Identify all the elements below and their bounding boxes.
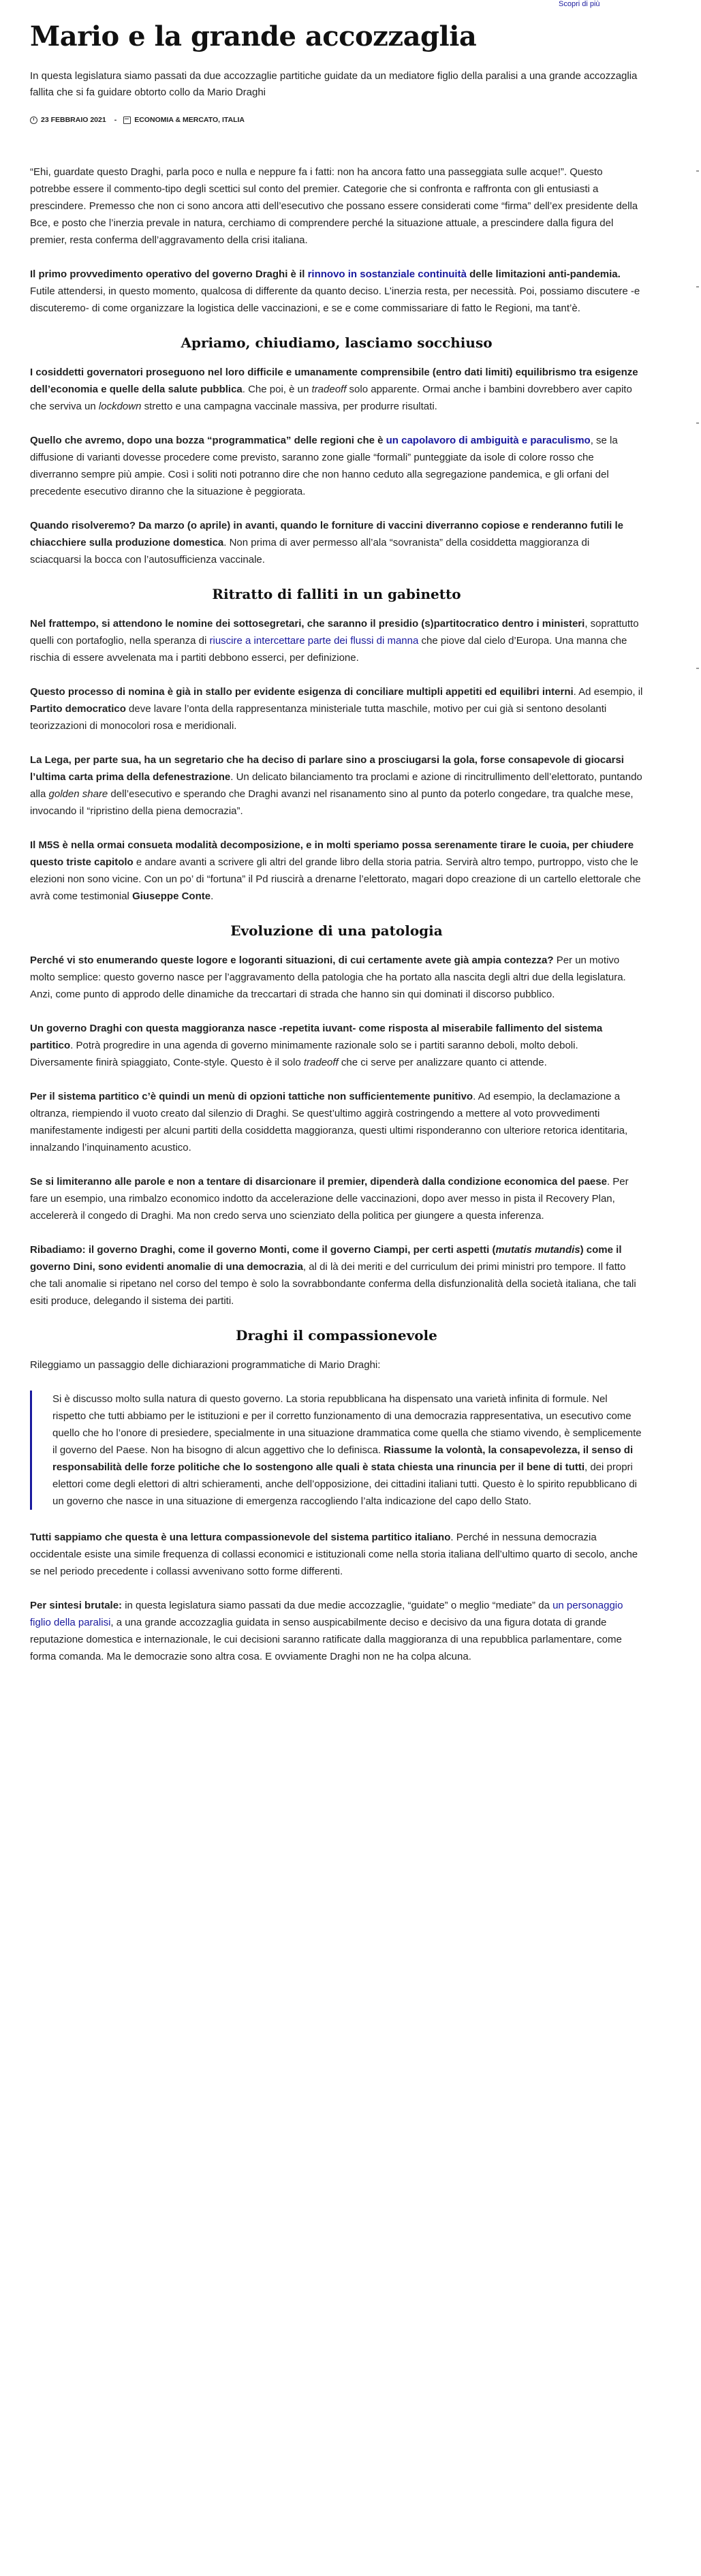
section-heading: Draghi il compassionevole — [236, 1327, 437, 1344]
section-heading: Ritratto di falliti in un gabinetto — [212, 586, 461, 602]
article — [30, 19, 643, 1682]
inline-link[interactable]: rinnovo in sostanziale continuità — [307, 268, 467, 280]
paragraph: Tutti sappiamo che questa è una lettura compassionevole del sistema partitico italiano. Perché in nessuna democrazia occidentale esiste una simile frequenza di collassi economici e istituzionali come nella storia italiana dell’ultimo quarto di secolo, anche se nel periodo precedente i collassi avvenivano sotto forme differenti. — [30, 1532, 638, 1577]
scroll-mark — [696, 422, 699, 424]
paragraph: “Ehi, guardate questo Draghi, parla poco e nulla e neppure fa i fatti: non ha ancora fatto una passeggiata sulle acque!”. Questo potrebbe essere il commento-tipo degli scettici sul conto del premier. Categorie che si confronta e raffronta con gli entusiasti a prescindere. Premesso che non ci sono ancora atti dell’esecutivo che possano essere considerati come “firma” dell’ex presidente della Bce, e posto che l’inerzia prevale in natura, cerchiamo di comprendere perché la situazione attuale, a prescindere dalla figura del premier, resta conferma dell’aggravamento della crisi italiana. — [30, 166, 638, 246]
inline-link[interactable]: riuscire a intercettare parte dei flussi di manna — [209, 635, 419, 647]
paragraph: Quando risolveremo? Da marzo (o aprile) in avanti, quando le forniture di vaccini diverranno copiose e renderanno futili le chiacchiere sulla produzione domestica. Non prima di aver permesso all’ala “sovranista” della cosiddetta maggioranza di sciacquarsi la bocca con l’autosufficienza vaccinale. — [30, 520, 624, 565]
paragraph: Rileggiamo un passaggio delle dichiarazioni programmatiche di Mario Draghi: — [30, 1359, 381, 1371]
paragraph: Il primo provvedimento operativo del governo Draghi è il rinnovo in sostanziale continuità delle limitazioni anti-pandemia. Futile attendersi, in questo momento, qualcosa di differente da quanto deciso. L’inerzia resta, per necessità. Poi, possiamo discutere -e discuteremo- di come organizzare la logistica delle vaccinazioni, e se e come commissariare di fatto le Regioni, ma tant’è. — [30, 268, 640, 314]
paragraph: Per il sistema partitico c’è quindi un menù di opzioni tattiche non sufficientemente punitivo. Ad esempio, la declamazione a oltranza, riempiendo il vuoto creato dal silenzio di Draghi. Se quest’ultimo aggirà costringendo a mettere al voto provvedimenti manifestamente indigesti per alcuni partiti della cosiddetta maggioranza, questi ultimi risponderanno con ulteriore retorica identitaria, innalzando l’inquinamento acustico. — [30, 1091, 628, 1153]
blockquote — [30, 1391, 643, 1510]
scroll-mark — [696, 286, 699, 288]
inline-link[interactable]: un personaggio figlio della paralisi — [30, 1600, 623, 1628]
section-heading: Evoluzione di una patologia — [230, 922, 443, 939]
paragraph: Quello che avremo, dopo una bozza “programmatica” delle regioni che è un capolavoro di ambiguità e paraculismo, se la diffusione di varianti dovesse procedere come previsto, saranno zone gialle “formali” punteggiate da isole di colore rosso che diverranno sempre più ampie. Così i soliti noti potranno dire che non hanno ceduto alla segregazione pandemica, e gli orfani del precedente esecutivo diranno che la situazione è peggiorata. — [30, 435, 618, 497]
top-link[interactable]: Scopri di più — [559, 0, 600, 8]
paragraph: I cosiddetti governatori proseguono nel loro difficile e umanamente comprensibile (entro dati limiti) equilibrismo tra esigenze dell’economia e quelle della salute pubblica. Che poi, è un tradeoff solo apparente. Ormai anche i bambini dovrebbero aver capito che serviva un lockdown stretto e una campagna vaccinale massiva, per produrre risultati. — [30, 367, 638, 412]
article-title: Mario e la grande accozzaglia — [30, 20, 477, 52]
paragraph: Un governo Draghi con questa maggioranza nasce -repetita iuvant- come risposta al miserabile fallimento del sistema partitico. Potrà progredire in una agenda di governo minimamente razionale solo se i partiti saranno deboli, molto deboli. Diversamente finirà spiaggiato, Conte-style. Questo è il solo tradeoff che ci serve per analizzare quanto ci attende. — [30, 1023, 603, 1068]
quote-text: Si è discusso molto sulla natura di questo governo. La storia repubblicana ha dispensato una varietà infinita di formule. Nel rispetto che tutti abbiamo per le istituzioni e per il corretto funzionamento di una democrazia rappresentativa, un esecutivo come quello che ho l’onore di presiedere, specialmente in una situazione drammatica come quella che stiamo vivendo, è semplicemente il governo del Paese. Non ha bisogno di alcun aggettivo che lo definisca. Riassume la volontà, la consapevolezza, il senso di responsabilità delle forze politiche che lo sostengono alle quali è stata chiesta una rinuncia per il bene di tutti, dei propri elettori come degli elettori di altri schieramenti, anche dell’opposizione, dei cittadini italiani tutti. Questo è lo spirito repubblicano di un governo che nasce in una situazione di emergenza raccogliendo l’alta indicazione del capo dello Stato. — [52, 1393, 642, 1507]
inline-link[interactable]: un capolavoro di ambiguità e paraculismo — [386, 435, 591, 446]
article-lead: In questa legislatura siamo passati da due accozzaglie partitiche guidate da un mediatore figlio della paralisi a una grande accozzaglia fallita che si fa guidare obtorto collo da Mario Draghi — [30, 70, 638, 98]
meta-separator: - — [114, 116, 117, 124]
paragraph: Per sintesi brutale: in questa legislatura siamo passati da due medie accozzaglie, “guidate” o meglio “mediate” da un personaggio figlio della paralisi, a una grande accozzaglia guidata in senso auspicabilmente deciso e decisivo da una figura dotata di grande reputazione domestica e internazionale, le cui decisioni saranno ratificate dalla maggioranza di una repubblica parlamentare, come forma comanda. Ma le democrazie sono altra cosa. E ovviamente Draghi non ne ha colpa alcuna. — [30, 1600, 623, 1662]
paragraph: Questo processo di nomina è già in stallo per evidente esigenza di conciliare multipli appetiti ed equilibri interni. Ad esempio, il Partito democratico deve lavare l’onta della rappresentanza ministeriale tutta maschile, motivo per cui già si sentono desolanti teorizzazioni di monocolori rosa e meridionali. — [30, 686, 643, 732]
paragraph: Il M5S è nella ormai consueta modalità decomposizione, e in molti speriamo possa serenamente tirare le cuoia, per chiudere questo triste capitolo e andare avanti a scrivere gli altri del grande libro della storia patria. Servirà altro tempo, purtroppo, visto che le elezioni non sono vicine. Con un po’ di “fortuna” il Pd riuscirà a drenarne l’elettorato, magari dopo creazione di un cartello elettorale che avrà come testimonial Giuseppe Conte. — [30, 839, 641, 902]
paragraph: Se si limiteranno alle parole e non a tentare di disarcionare il premier, dipenderà dalla condizione economica del paese. Per fare un esempio, una rimbalzo economico indotto da accelerazione delle vaccinazioni, dopo aver messo in pista il Recovery Plan, accelererà il congedo di Draghi. Ma non credo serva uno scienziato della politica per giungere a questa inferenza. — [30, 1176, 629, 1222]
scroll-mark — [696, 668, 699, 669]
section-heading: Apriamo, chiudiamo, lasciamo socchiuso — [181, 335, 493, 351]
scroll-mark — [696, 170, 699, 172]
article-category[interactable]: ECONOMIA & MERCATO, ITALIA — [134, 116, 245, 124]
paragraph: La Lega, per parte sua, ha un segretario che ha deciso di parlare sino a prosciugarsi la gola, forse consapevole di giocarsi l’ultima carta prima della defenestrazione. Un delicato bilanciamento tra proclami e azione di rincitrullimento dell’elettorato, puntando alla golden share dell’esecutivo e sperando che Draghi avanzi nel risanamento sino al punto da poterlo congedare, tra qualche mese, invocando il “ripristino della piena democrazia”. — [30, 754, 642, 817]
clock-icon — [30, 117, 37, 124]
paragraph: Ribadiamo: il governo Draghi, come il governo Monti, come il governo Ciampi, per certi aspetti (mutatis mutandis) come il governo Dini, sono evidenti anomalie di una democrazia, al di là dei meriti e del curriculum dei primi ministri pro tempore. Il fatto che tali anomalie si ripetano nel corso del tempo è solo la sovrabbondante conferma della disfunzionalità della società italiana, che tali esiti produce, delegando il sistema dei partiti. — [30, 1244, 636, 1307]
article-meta — [30, 114, 643, 125]
article-date: 23 FEBBRAIO 2021 — [41, 116, 106, 124]
paragraph: Perché vi sto enumerando queste logore e logoranti situazioni, di cui certamente avete già ampia contezza? Per un motivo molto semplice: questo governo nasce per l’aggravamento della patologia che ha portato alla nascita degli altri due della legislatura. Anzi, come punto di approdo delle dinamiche da treccartari di strada che hanno sin qui dominati il discorso pubblico. — [30, 955, 626, 1000]
paragraph: Nel frattempo, si attendono le nomine dei sottosegretari, che saranno il presidio (s)partitocratico dentro i ministeri, soprattutto quelli con portafoglio, nella speranza di riuscire a intercettare parte dei flussi di manna che piove dal cielo d’Europa. Una manna che rischia di essere avvelenata ma i partiti debbono esserci, per definizione. — [30, 618, 639, 664]
folder-icon — [123, 117, 131, 124]
